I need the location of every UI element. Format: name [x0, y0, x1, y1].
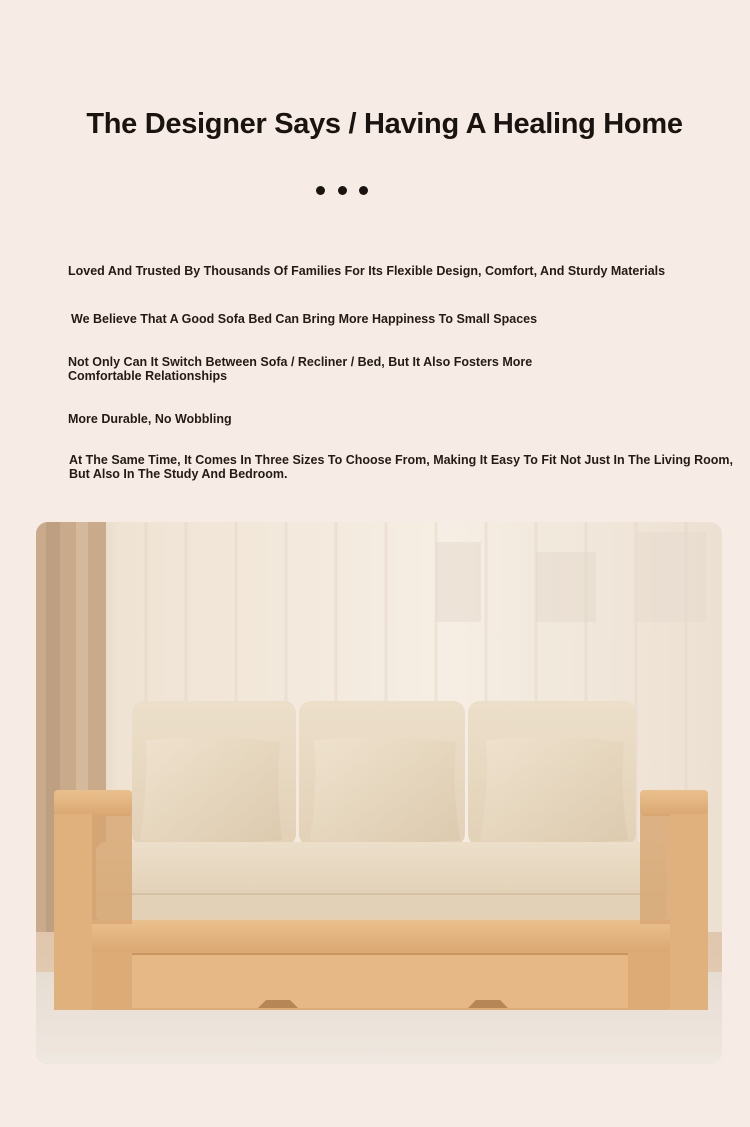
dot	[316, 186, 325, 195]
feature-text-1: Loved And Trusted By Thousands Of Families For Its Flexible Design, Comfort, And Sturdy Materials	[68, 264, 666, 278]
dots-divider	[316, 186, 368, 196]
dot	[359, 186, 368, 195]
dot	[338, 186, 347, 195]
feature-text-2: We Believe That A Good Sofa Bed Can Bring More Happiness To Small Spaces	[71, 312, 538, 326]
sofa-bed-photo	[36, 522, 722, 1064]
feature-text-4: More Durable, No Wobbling	[68, 412, 232, 426]
page-title: The Designer Says / Having A Healing Home	[86, 108, 683, 140]
feature-text-5: At The Same Time, It Comes In Three Sizes To Choose From, Making It Easy To Fit Not Just In The Living Room, But Also In The Study And Bedroom.	[69, 453, 733, 481]
feature-text-3: Not Only Can It Switch Between Sofa / Recliner / Bed, But It Also Fosters More Comfortable Relationships	[68, 355, 533, 383]
